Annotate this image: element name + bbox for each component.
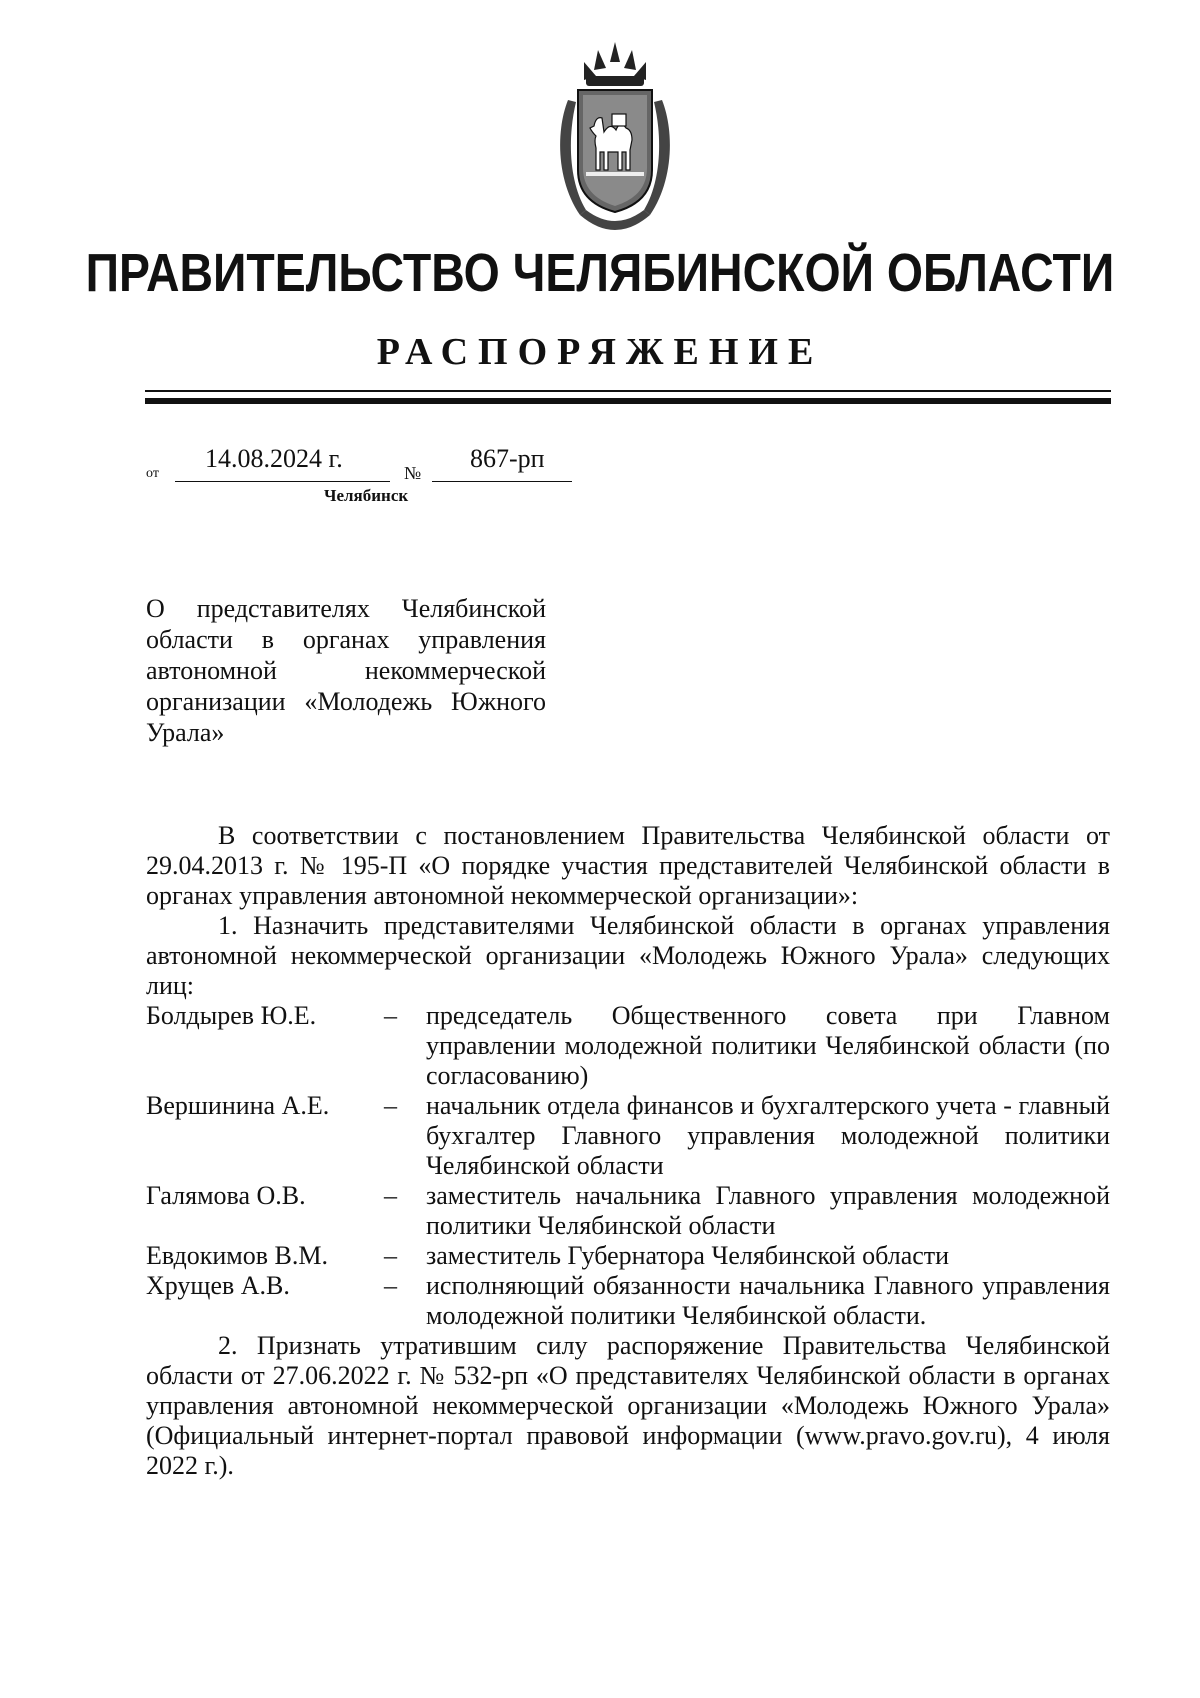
- header-divider-thick: [145, 398, 1111, 404]
- document-date: 14.08.2024 г.: [205, 444, 343, 473]
- dash: –: [384, 1181, 397, 1210]
- header-divider-thin: [145, 390, 1111, 392]
- dash: –: [384, 1091, 397, 1120]
- person-name: Галямова О.В.: [146, 1181, 306, 1210]
- persons-list: [146, 1001, 1110, 1331]
- person-position: исполняющий обязанности начальника Главного управления молодежной политики Челябинской области.: [426, 1271, 1110, 1330]
- date-underline: [175, 481, 390, 482]
- city: Челябинск: [324, 486, 409, 505]
- list-item: [146, 1181, 1110, 1241]
- chelyabinsk-coat-of-arms-icon: [550, 40, 680, 240]
- list-item: [146, 1091, 1110, 1181]
- person-name: Вершинина А.Е.: [146, 1091, 330, 1120]
- number-underline: [432, 481, 572, 482]
- list-item: [146, 1271, 1110, 1331]
- preamble-paragraph: В соответствии с постановлением Правительства Челябинской области от 29.04.2013 г. № 195-П «О порядке участия представителей Челябинской области в органах управления автономной некоммерческой организации»:: [146, 821, 1110, 910]
- document-type: РАСПОРЯЖЕНИЕ: [376, 331, 824, 373]
- date-prefix: от: [146, 466, 159, 481]
- person-name: Хрущев А.В.: [146, 1271, 290, 1300]
- person-position: заместитель Губернатора Челябинской области: [426, 1241, 950, 1270]
- list-item: [146, 1241, 1110, 1271]
- person-position: председатель Общественного совета при Главном управлении молодежной политики Челябинской области (по согласованию): [426, 1001, 1110, 1090]
- person-position: начальник отдела финансов и бухгалтерского учета - главный бухгалтер Главного управления молодежной политики Челябинской области: [426, 1091, 1110, 1180]
- list-item: [146, 1001, 1110, 1091]
- government-title: ПРАВИТЕЛЬСТВО ЧЕЛЯБИНСКОЙ ОБЛАСТИ: [85, 243, 1115, 303]
- number-sign: №: [404, 463, 422, 483]
- item-2-paragraph: 2. Признать утратившим силу распоряжение Правительства Челябинской области от 27.06.2022 г. № 532-рп «О представителях Челябинской области в органах управления автономной некоммерческой организации «Молодежь Южного Урала» (Официальный интернет-портал правовой информации (www.pravo.gov.ru), 4 июля 2022 г.).: [146, 1331, 1110, 1480]
- person-name: Евдокимов В.М.: [146, 1241, 328, 1270]
- dash: –: [384, 1001, 397, 1030]
- item-1-paragraph: 1. Назначить представителями Челябинской области в органах управления автономной некоммерческой организации «Молодежь Южного Урала» следующих лиц:: [146, 911, 1110, 1000]
- dash: –: [384, 1241, 397, 1270]
- person-name: Болдырев Ю.Е.: [146, 1001, 317, 1030]
- document-number: 867-рп: [470, 444, 545, 473]
- document-body: [146, 821, 1110, 1481]
- document-subject: О представителях Челябинской области в органах управления автономной некоммерческой организации «Молодежь Южного Урала»: [146, 594, 546, 747]
- person-position: заместитель начальника Главного управления молодежной политики Челябинской области: [426, 1181, 1110, 1240]
- dash: –: [384, 1271, 397, 1300]
